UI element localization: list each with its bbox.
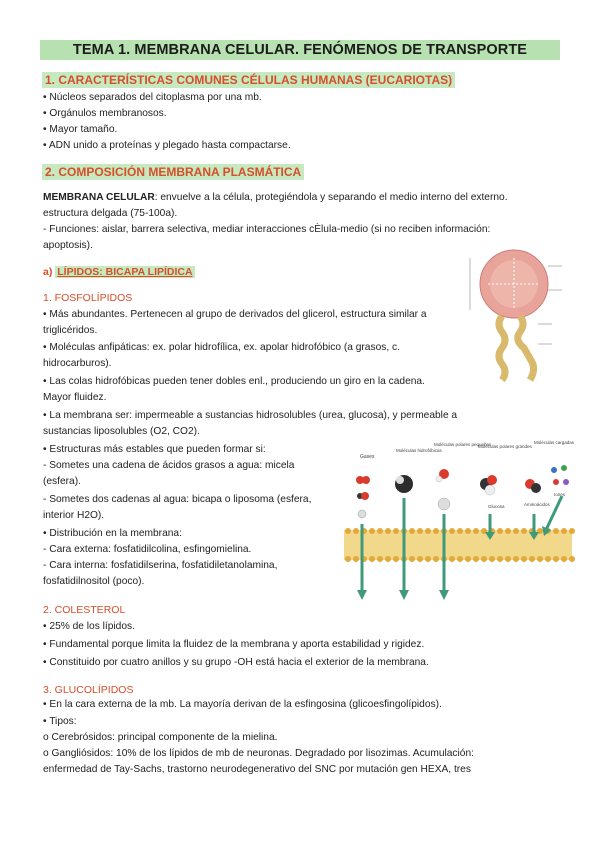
fosfolipidos-heading: 1. FOSFOLÍPIDOS [43,292,133,304]
fosfo-line: fosfatidilnositol (poco). [43,576,145,587]
gluco-line: • En la cara externa de la mb. La mayoría derivan de la esfingosina (glicoesfingolípidos). [43,699,442,710]
fosfo-line: • Las colas hidrofóbicas pueden tener dobles enl., produciendo un giro en la cadena. [43,376,425,387]
fosfo-line: interior H2O). [43,510,105,521]
membrana-line-1 [43,190,508,207]
colesterol-heading: 2. COLESTEROL [43,604,126,616]
membrana-label: MEMBRANA CELULAR [43,192,155,203]
fosfo-line: • Distribución en la membrana: [43,528,182,539]
colesterol-line: • Constituido por cuatro anillos y su grupo -OH está hacia el exterior de la membrana. [43,657,429,668]
gluco-line: o Gangliósidos: 10% de los lípidos de mb de neuronas. Degradado por lisozimas. Acumulación: [43,748,474,759]
fosfo-line: • La membrana ser: impermeable a sustancias hidrosolubles (urea, glucosa), y permeable a [43,410,458,421]
colesterol-line: • Fundamental porque limita la fluidez de la membrana y aporta estabilidad y rigidez. [43,639,425,650]
membrana-text: : envuelve a la célula, protegiéndola y separando el medio interno del externo. [154,192,508,203]
fig-label-aminoacidos: Aminoácidos [524,502,550,507]
colesterol-line: • 25% de los lípidos. [43,621,135,632]
fosfo-line: - Cara externa: fosfatidilcolina, esfingomielina. [43,544,252,555]
section1-bullet-2: • Orgánulos membranosos. [43,108,167,119]
subsection-a-title: LÍPIDOS: BICAPA LIPÍDICA [57,266,193,278]
membrana-line-3: - Funciones: aislar, barrera selectiva, mediar interacciones cÈlula-medio (si no reciben información: [43,224,491,235]
section1-heading: 1. CARACTERÍSTICAS COMUNES CÉLULAS HUMANAS (EUCARIOTAS) [42,72,455,88]
fosfo-line: (esfera). [43,476,81,487]
fig-col-gases: Gases [360,454,375,460]
fig-col-polar-large: Moléculas polares grandes [478,444,532,449]
fosfo-line: hidrocarburos). [43,358,112,369]
section1-bullet-3: • Mayor tamaño. [43,124,118,135]
gluco-line: • Tipos: [43,716,77,727]
phospholipid-figure [462,244,566,386]
fosfo-line: - Sometes una cadena de ácidos grasos a agua: micela [43,460,295,471]
fosfo-line: - Cara interna: fosfatidilserina, fosfatidiletanolamina, [43,560,278,571]
fosfo-line: • Más abundantes. Pertenecen al grupo de derivados del glicerol, estructura similar a [43,309,427,320]
page-title: TEMA 1. MEMBRANA CELULAR. FENÓMENOS DE TRANSPORTE [40,40,560,60]
membrana-line-2: estructura delgada (75-100a). [43,208,178,219]
fig-label-glucosa: Glucosa [488,504,505,509]
gluco-line: enfermedad de Tay-Sachs, trastorno neurodegenerativo del SNC por mutación gen HEXA, tres [43,764,471,775]
gluco-line: o Cerebrósidos: principal componente de la mielina. [43,732,278,743]
fig-col-polar-small: Moléculas polares pequeñas [434,442,492,447]
subsection-a [43,264,195,281]
fosfo-line: • Estructuras más estables que pueden formar si: [43,444,266,455]
section1-bullet-1: • Núcleos separados del citoplasma por una mb. [43,92,262,103]
fig-col-hydrophobic: Moléculas hidrofóbicas [396,448,442,453]
glucolipidos-heading: 3. GLUCOLÍPIDOS [43,684,134,696]
fosfo-line: sustancias liposolubles (O2, CO2). [43,426,200,437]
section2-heading: 2. COMPOSICIÓN MEMBRANA PLASMÁTICA [42,164,304,180]
fosfo-line: Mayor fluidez. [43,392,107,403]
membrana-line-4: apoptosis). [43,240,93,251]
fosfo-line: • Moléculas anfipáticas: ex. polar hidrofílica, ex. apolar hidrofóbico (a grasos, c. [43,342,400,353]
section1-bullet-4: • ADN unido a proteínas y plegado hasta compactarse. [43,140,291,151]
fig-label-iones: Iones [554,492,566,497]
membrane-permeability-figure [338,434,576,604]
fig-col-charged: Moléculas cargadas [534,440,575,445]
fosfo-line: triglicéridos. [43,325,98,336]
fosfo-line: - Sometes dos cadenas al agua: bicapa o liposoma (esfera, [43,494,312,505]
subsection-a-prefix: a) [43,266,56,278]
